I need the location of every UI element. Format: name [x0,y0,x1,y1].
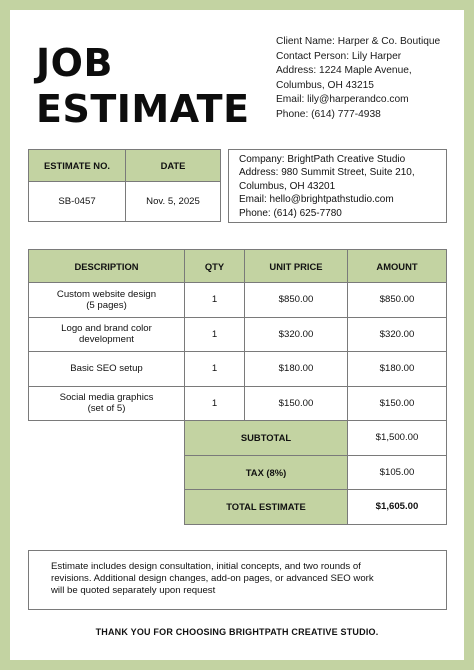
estimate-no-value: SB-0457 [29,182,126,222]
item-amount: $320.00 [348,317,447,352]
amount-header: AMOUNT [348,250,447,283]
client-address-line-1: Address: 1224 Maple Avenue, [276,65,412,77]
qty-header: QTY [185,250,245,283]
client-email: Email: lily@harperandco.com [276,94,409,106]
item-unit-price: $850.00 [245,283,348,318]
thank-you-message: THANK YOU FOR CHOOSING BRIGHTPATH CREATIVE STUDIO. [95,627,379,637]
item-description: Logo and brand color development [29,317,185,352]
estimate-info-table [28,149,221,222]
company-address-line-2: Columbus, OH 43201 [239,180,336,192]
item-qty: 1 [185,386,245,421]
unit-price-header: UNIT PRICE [245,250,348,283]
description-header: DESCRIPTION [29,250,185,283]
client-contact: Contact Person: Lily Harper [276,50,402,62]
item-qty: 1 [185,352,245,387]
company-info [228,149,447,223]
item-amount: $850.00 [348,283,447,318]
table-row [29,386,447,421]
title-line-2: ESTIMATE [36,87,250,131]
item-unit-price: $150.00 [245,386,348,421]
item-qty: 1 [185,317,245,352]
client-name: Client Name: Harper & Co. Boutique [276,36,441,47]
item-description: Social media graphics (set of 5) [29,386,185,421]
page-title [36,40,250,132]
subtotal-value: $1,500.00 [348,421,447,456]
note-line-3: will be quoted separately upon request [51,585,216,597]
total-label: TOTAL ESTIMATE [185,490,348,525]
company-name: Company: BrightPath Creative Studio [239,154,406,165]
tax-row [29,455,447,490]
subtotal-row [29,421,447,456]
subtotal-label: SUBTOTAL [185,421,348,456]
title-line-1: JOB [36,41,113,85]
tax-label: TAX (8%) [185,455,348,490]
date-value: Nov. 5, 2025 [126,182,221,222]
estimate-no-header: ESTIMATE NO. [29,150,126,182]
date-header: DATE [126,150,221,182]
table-row [29,352,447,387]
estimate-note [28,550,447,610]
company-phone: Phone: (614) 625-7780 [239,207,342,219]
item-unit-price: $320.00 [245,317,348,352]
total-value: $1,605.00 [348,490,447,525]
note-line-1: Estimate includes design consultation, initial concepts, and two rounds of [51,561,361,572]
note-line-2: revisions. Additional design changes, add-on pages, or advanced SEO work [51,573,374,585]
company-address-line-1: Address: 980 Summit Street, Suite 210, [239,167,415,179]
tax-value: $105.00 [348,455,447,490]
table-row [29,317,447,352]
company-email: Email: hello@brightpathstudio.com [239,194,394,206]
item-description: Basic SEO setup [29,352,185,387]
table-row [29,283,447,318]
client-address-line-2: Columbus, OH 43215 [276,79,374,91]
item-amount: $180.00 [348,352,447,387]
item-description: Custom website design (5 pages) [29,283,185,318]
total-row [29,490,447,525]
estimate-page [10,10,464,660]
item-unit-price: $180.00 [245,352,348,387]
line-items-table [28,249,447,525]
item-qty: 1 [185,283,245,318]
item-amount: $150.00 [348,386,447,421]
client-info [276,35,440,123]
client-phone: Phone: (614) 777-4938 [276,108,381,120]
